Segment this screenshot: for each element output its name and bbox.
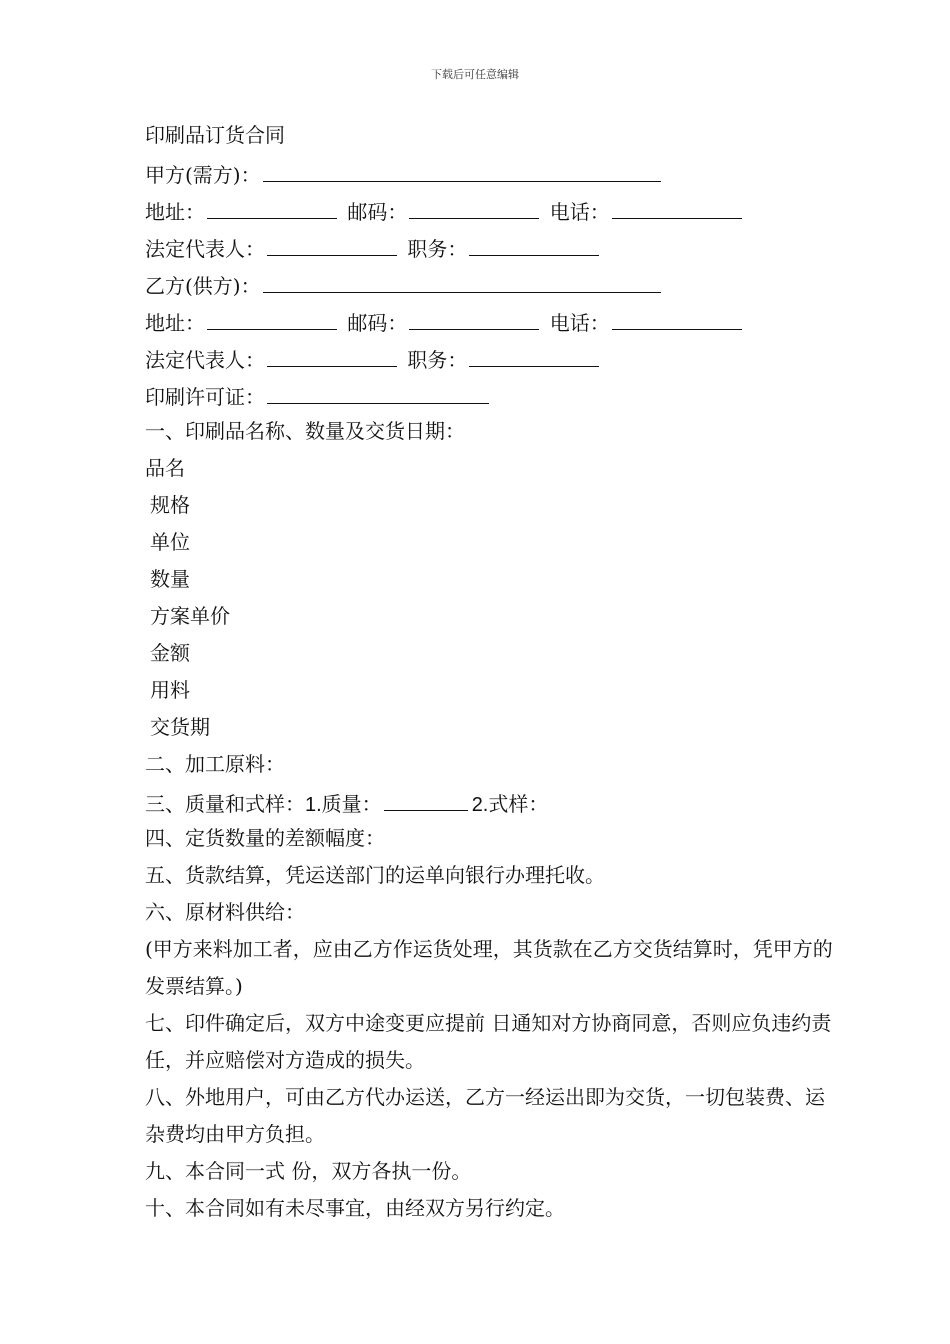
party-b-phone-label: 电话： bbox=[549, 311, 610, 335]
section-2: 二、加工原料： bbox=[145, 752, 285, 776]
party-a-phone-label: 电话： bbox=[549, 200, 610, 224]
party-b-position-label: 职务： bbox=[407, 348, 468, 372]
party-a-address-label: 地址： bbox=[145, 200, 205, 224]
party-b-address-label: 地址： bbox=[145, 311, 205, 335]
party-b-postcode-label: 邮码： bbox=[347, 311, 408, 335]
section-4: 四、定货数量的差额幅度： bbox=[145, 826, 385, 850]
party-b-license-row bbox=[145, 376, 835, 413]
party-b-row bbox=[145, 265, 835, 302]
party-b-postcode-field[interactable] bbox=[409, 302, 539, 330]
party-a-legal-rep-label: 法定代表人： bbox=[145, 237, 265, 261]
party-a-position-field[interactable] bbox=[469, 228, 599, 256]
party-b-rep-row bbox=[145, 339, 835, 376]
party-b-name-field[interactable] bbox=[263, 265, 661, 293]
party-a-label: 甲方(需方)： bbox=[145, 163, 261, 187]
section-5: 五、货款结算，凭运送部门的运单向银行办理托收。 bbox=[145, 863, 605, 887]
contract-body bbox=[145, 117, 835, 1227]
page-header: 下载后可任意编辑 bbox=[431, 68, 519, 81]
party-b-label: 乙方(供方)： bbox=[145, 274, 261, 298]
party-b-contact-row bbox=[145, 302, 835, 339]
party-a-name-field[interactable] bbox=[263, 154, 661, 182]
section-8: 八、外地用户，可由乙方代办运送，乙方一经运出即为交货，一切包装费、运杂费均由甲方负担。 bbox=[145, 1085, 825, 1146]
item-field-material: 用料 bbox=[150, 678, 190, 702]
party-a-legal-rep-field[interactable] bbox=[267, 228, 397, 256]
party-a-row bbox=[145, 154, 835, 191]
section-3-quality-label: 1.质量： bbox=[305, 794, 382, 816]
item-field-delivery: 交货期 bbox=[150, 715, 210, 739]
party-a-address-field[interactable] bbox=[207, 191, 337, 219]
item-field-unit-price: 方案单价 bbox=[150, 604, 230, 628]
party-b-address-field[interactable] bbox=[207, 302, 337, 330]
party-a-postcode-label: 邮码： bbox=[347, 200, 408, 224]
party-a-phone-field[interactable] bbox=[612, 191, 742, 219]
party-b-license-field[interactable] bbox=[267, 376, 489, 404]
party-b-legal-rep-label: 法定代表人： bbox=[145, 348, 265, 372]
contract-title: 印刷品订货合同 bbox=[145, 123, 285, 147]
section-3 bbox=[145, 783, 835, 820]
section-6-heading: 六、原材料供给： bbox=[145, 900, 305, 924]
section-1-heading: 一、印刷品名称、数量及交货日期： bbox=[145, 419, 465, 443]
item-field-spec: 规格 bbox=[150, 493, 190, 517]
section-3-prefix: 三、质量和式样： bbox=[145, 792, 305, 816]
section-10: 十、本合同如有未尽事宜，由经双方另行约定。 bbox=[145, 1196, 565, 1220]
section-6-note: (甲方来料加工者，应由乙方作运货处理，其货款在乙方交货结算时，凭甲方的发票结算。) bbox=[145, 937, 833, 998]
section-9: 九、本合同一式 份，双方各执一份。 bbox=[145, 1159, 472, 1183]
item-field-unit: 单位 bbox=[150, 530, 190, 554]
party-b-position-field[interactable] bbox=[469, 339, 599, 367]
party-b-phone-field[interactable] bbox=[612, 302, 742, 330]
item-field-quantity: 数量 bbox=[150, 567, 190, 591]
party-a-rep-row bbox=[145, 228, 835, 265]
item-field-amount: 金额 bbox=[150, 641, 190, 665]
party-a-position-label: 职务： bbox=[407, 237, 468, 261]
section-3-quality-field[interactable] bbox=[384, 783, 468, 811]
party-a-postcode-field[interactable] bbox=[409, 191, 539, 219]
item-field-name: 品名 bbox=[145, 456, 185, 480]
section-7: 七、印件确定后，双方中途变更应提前 日通知对方协商同意，否则应负违约责任，并应赔偿对方造成的损失。 bbox=[145, 1011, 832, 1072]
party-b-legal-rep-field[interactable] bbox=[267, 339, 397, 367]
section-3-style-label: 2.式样： bbox=[471, 794, 549, 816]
party-a-contact-row bbox=[145, 191, 835, 228]
party-b-license-label: 印刷许可证： bbox=[145, 385, 265, 409]
